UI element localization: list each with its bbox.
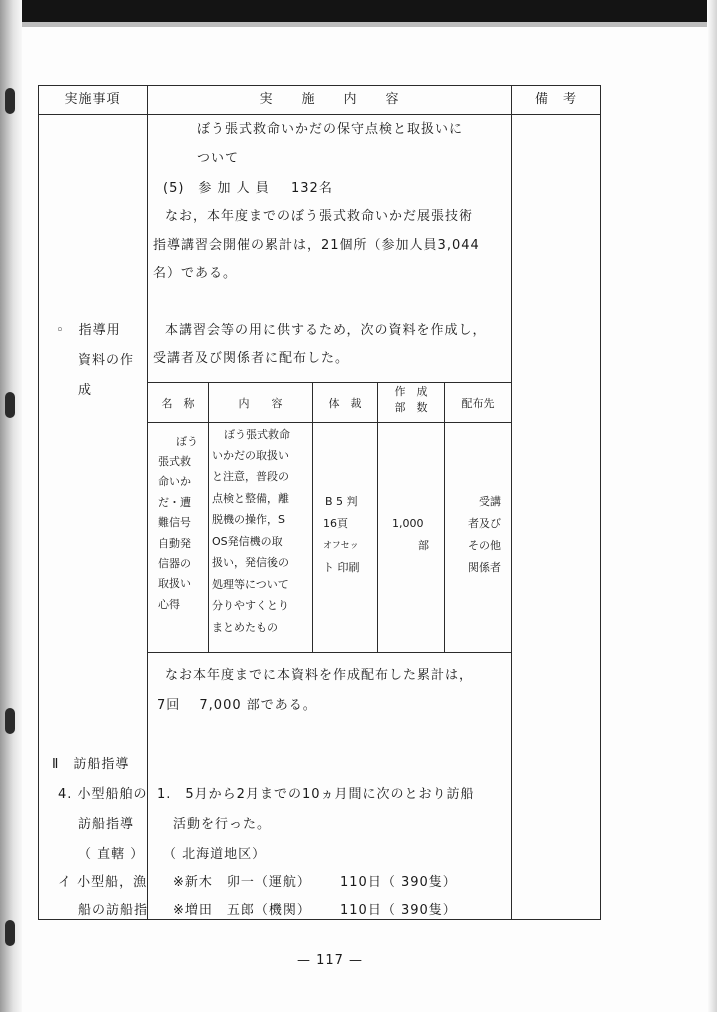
inner-cell-content: 分りやすくとり — [212, 599, 289, 612]
inner-col-divider — [312, 382, 313, 652]
content-line: (5) 参 加 人 員 — [163, 181, 270, 196]
left-item: 資料の作 — [78, 353, 135, 368]
header-col2: 実 施 内 容 — [259, 92, 400, 107]
inner-cell-content: 扱い，発信後の — [212, 556, 289, 569]
content-line: 活動を行った。 — [173, 817, 272, 832]
content-line: なお，本年度までのぼう張式救命いかだ展張技術 — [165, 209, 474, 224]
binding-hole-mark — [5, 708, 15, 734]
content-line: 110日（ 390隻） — [340, 903, 457, 918]
content-line: 受講者及び関係者に配布した。 — [153, 351, 350, 366]
inner-cell-name: 命いか — [158, 475, 191, 488]
inner-cell-copies: 部 — [418, 539, 429, 552]
inner-cell-dest: 者及び — [468, 517, 501, 530]
left-item: 訪船指導 — [78, 817, 135, 832]
content-line: 名）である。 — [153, 266, 238, 281]
content-line: ※増田 五郎（機関） — [173, 903, 311, 918]
inner-col-divider — [444, 382, 445, 652]
inner-cell-content: まとめたもの — [212, 621, 278, 634]
inner-col-divider — [208, 382, 209, 652]
content-line: 110日（ 390隻） — [340, 875, 457, 890]
inner-cell-content: ぼう張式救命 — [224, 428, 290, 441]
header-divider — [38, 114, 601, 115]
inner-header-content: 内 容 — [238, 397, 283, 410]
inner-cell-content: 処理等について — [212, 578, 289, 591]
inner-cell-name: 心得 — [158, 598, 180, 611]
content-line: （ 北海道地区） — [163, 847, 267, 862]
inner-cell-name: 信器の — [158, 557, 191, 570]
left-item: Ⅱ 訪船指導 — [52, 757, 130, 772]
inner-cell-format: B 5 判 — [325, 495, 358, 508]
inner-table-header-divider — [148, 422, 511, 423]
inner-table-top — [148, 382, 511, 383]
content-line: 指導講習会開催の累計は，21個所（参加人員3,044 — [153, 238, 480, 253]
content-line: ぼう張式救命いかだの保守点検と取扱いに — [197, 122, 464, 137]
scan-top-border — [0, 0, 717, 22]
content-line: 132名 — [291, 181, 333, 196]
inner-cell-copies: 1,000 — [392, 517, 424, 530]
inner-header-format: 体 裁 — [328, 397, 362, 410]
content-line: 本講習会等の用に供するため，次の資料を作成し， — [165, 323, 487, 338]
inner-header-name: 名 称 — [161, 397, 195, 410]
inner-cell-name: 自動発 — [158, 537, 191, 550]
inner-cell-dest: その他 — [468, 539, 501, 552]
inner-cell-name: 取扱い — [158, 577, 191, 590]
header-col1: 実施事項 — [64, 92, 121, 107]
content-line: ついて — [197, 151, 240, 166]
inner-cell-format: 16頁 — [323, 517, 348, 530]
scan-right-shadow — [707, 0, 717, 1012]
header-col3: 備 考 — [534, 92, 577, 107]
inner-cell-content: いかだの取扱い — [212, 449, 289, 462]
inner-cell-content: と注意，普段の — [212, 470, 289, 483]
col-divider — [511, 85, 512, 920]
inner-cell-dest: 関係者 — [468, 561, 501, 574]
inner-cell-content: 点検と整備，離 — [212, 492, 289, 505]
inner-cell-name: 難信号 — [158, 516, 191, 529]
content-line: 7回 7,000 部である。 — [157, 698, 317, 713]
left-item: （ 直轄 ） — [78, 847, 145, 862]
inner-cell-content: OS発信機の取 — [212, 535, 283, 548]
content-line: なお本年度までに本資料を作成配布した累計は， — [165, 668, 474, 683]
inner-cell-name: 張式救 — [158, 455, 191, 468]
inner-cell-content: 脱機の操作，S — [212, 513, 285, 526]
inner-col-divider — [377, 382, 378, 652]
inner-cell-format: オフセッ — [323, 541, 359, 551]
binding-hole-mark — [5, 392, 15, 418]
content-line: ※新木 卯一（運航） — [173, 875, 311, 890]
binding-hole-mark — [5, 88, 15, 114]
inner-cell-name: だ・遭 — [158, 496, 191, 509]
left-item: ◦ 指導用 — [56, 323, 121, 338]
inner-header-copies: 作 成 — [394, 385, 428, 398]
inner-cell-format: ト 印刷 — [323, 561, 360, 574]
left-item: 船の訪船指 — [78, 903, 149, 918]
left-item: 4. 小型船舶の — [58, 787, 148, 802]
content-line: 1. 5月から2月までの10ヵ月間に次のとおり訪船 — [157, 787, 475, 802]
inner-table-bottom — [148, 652, 511, 653]
left-item: 成 — [78, 383, 93, 398]
inner-cell-name: ぼう — [176, 435, 198, 448]
inner-header-dest: 配布先 — [461, 397, 495, 410]
left-item: イ 小型船，漁 — [58, 875, 148, 890]
inner-header-copies: 部 数 — [394, 401, 428, 414]
binding-hole-mark — [5, 920, 15, 946]
inner-cell-dest: 受講 — [479, 495, 501, 508]
page-number: — 117 — — [296, 953, 364, 968]
scan-left-shadow — [0, 0, 22, 1012]
